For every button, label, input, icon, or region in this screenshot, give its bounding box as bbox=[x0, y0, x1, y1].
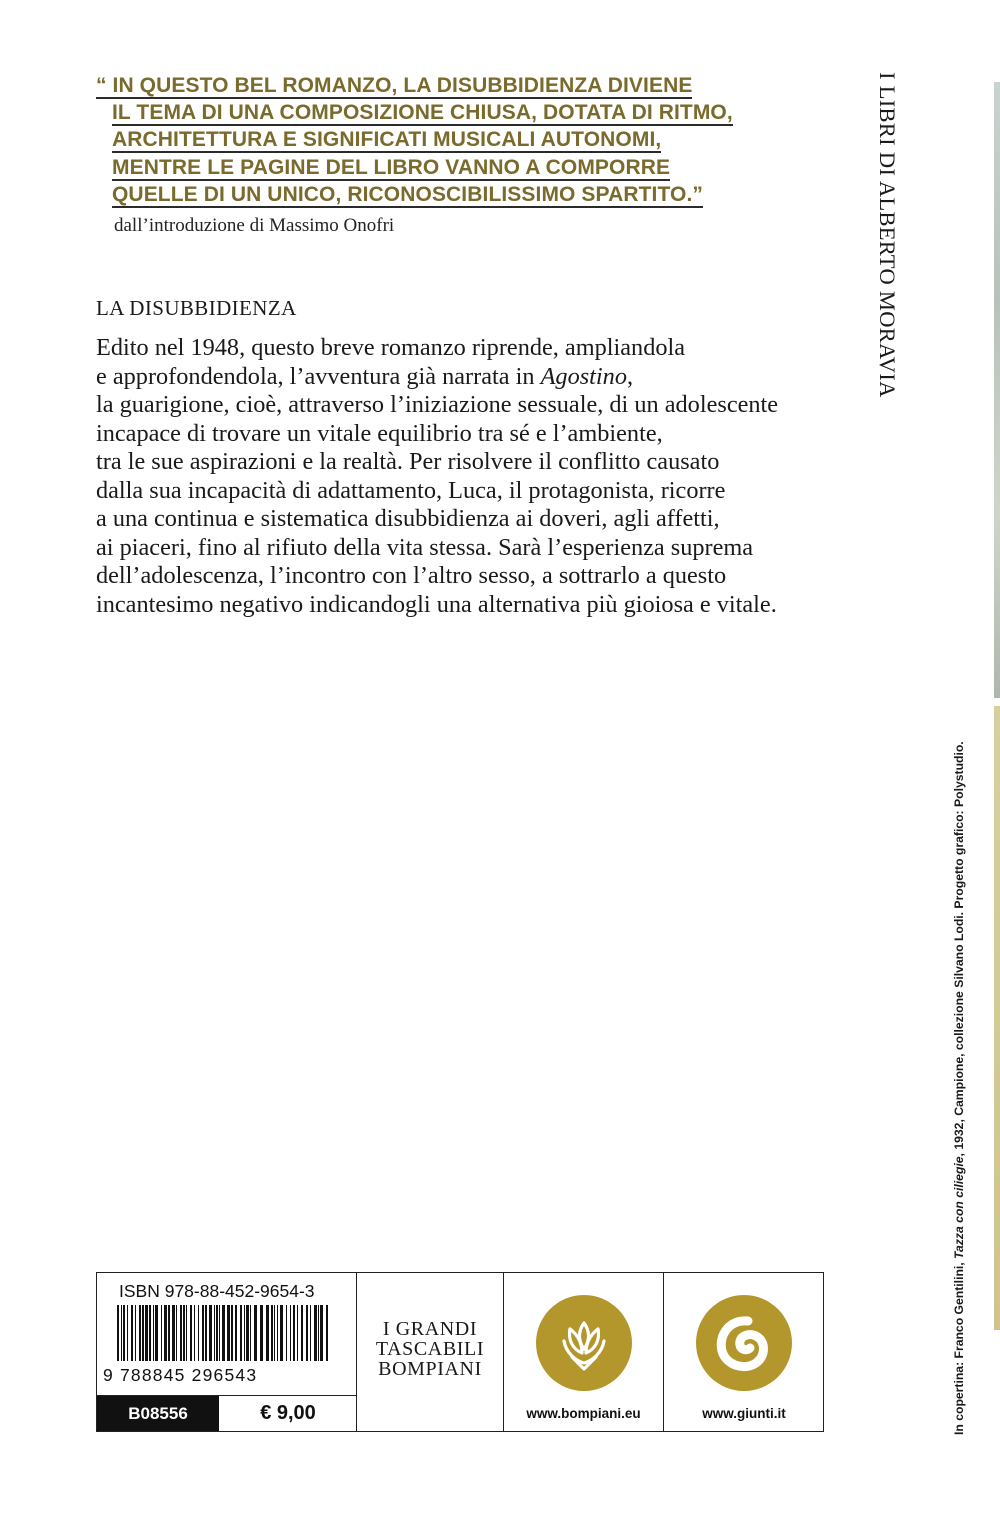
synopsis-line: e approfondendola, l’avventura già narrata in Agostino, bbox=[96, 362, 634, 390]
barcode-bar bbox=[326, 1305, 328, 1361]
barcode-bar bbox=[266, 1305, 269, 1361]
book-title: LA DISUBBIDIENZA bbox=[96, 296, 297, 320]
barcode-digits: 9 788845 296543 bbox=[103, 1365, 258, 1385]
isbn-text: ISBN 978-88-452-9654-3 bbox=[119, 1281, 315, 1301]
barcode-bar bbox=[250, 1305, 251, 1361]
synopsis-line: incapace di trovare un vitale equilibrio tra sé e l’ambiente, bbox=[96, 419, 663, 447]
barcode-bar bbox=[297, 1305, 298, 1361]
barcode-bar bbox=[280, 1305, 283, 1361]
barcode-bar bbox=[198, 1305, 199, 1361]
barcode-bar bbox=[172, 1305, 175, 1361]
barcode-bar bbox=[231, 1305, 233, 1361]
barcode-bar bbox=[314, 1305, 317, 1361]
barcode-bar bbox=[176, 1305, 177, 1361]
barcode-bar bbox=[153, 1305, 154, 1361]
barcode-bar bbox=[164, 1305, 167, 1361]
barcode-bar bbox=[190, 1305, 192, 1361]
synopsis-line: a una continua e sistematica disubbidienza ai doveri, agli affetti, bbox=[96, 505, 720, 532]
barcode-cell bbox=[97, 1273, 357, 1431]
barcode-bar bbox=[274, 1305, 275, 1361]
barcode-bar bbox=[194, 1305, 195, 1361]
edge-strip-image bbox=[994, 82, 1000, 698]
price: € 9,00 bbox=[260, 1402, 316, 1424]
barcode-bar bbox=[117, 1305, 119, 1361]
spine-series-title: I LIBRI DI ALBERTO MORAVIA bbox=[875, 72, 900, 398]
barcode-bar bbox=[222, 1305, 225, 1361]
giunti-url: www.giunti.it bbox=[702, 1406, 786, 1421]
synopsis bbox=[96, 334, 816, 619]
barcode-bar bbox=[235, 1305, 237, 1361]
synopsis-line: dalla sua incapacità di adattamento, Luca, il protagonista, ricorre bbox=[96, 476, 726, 504]
barcode-bar bbox=[180, 1305, 182, 1361]
giunti-cell bbox=[664, 1273, 824, 1431]
series-name: I GRANDI TASCABILI BOMPIANI bbox=[375, 1318, 485, 1380]
bompiani-cell bbox=[504, 1273, 664, 1431]
barcode-bar bbox=[318, 1305, 319, 1361]
barcode-bar bbox=[155, 1305, 158, 1361]
barcode-bar bbox=[139, 1305, 141, 1361]
barcode-bar bbox=[142, 1305, 144, 1361]
barcode-bar bbox=[320, 1305, 323, 1361]
barcode-bar bbox=[149, 1305, 151, 1361]
barcode-bar bbox=[293, 1305, 295, 1361]
credits-artwork: Tazza con ciliegie bbox=[952, 1156, 966, 1259]
giunti-logo-icon bbox=[696, 1295, 792, 1391]
barcode-bar bbox=[123, 1305, 125, 1361]
synopsis-line: incantesimo negativo indicandogli una alternativa più gioiosa e vitale. bbox=[96, 590, 777, 618]
barcode-bar bbox=[121, 1305, 122, 1361]
series-cell bbox=[357, 1273, 504, 1431]
cover-quote bbox=[96, 72, 796, 208]
barcode-bar bbox=[286, 1305, 287, 1361]
barcode-bar bbox=[214, 1305, 215, 1361]
bompiani-url: www.bompiani.eu bbox=[526, 1406, 641, 1421]
quote-attribution: dall’introduzione di Massimo Onofri bbox=[114, 215, 395, 236]
quote-line: “ IN QUESTO BEL ROMANZO, LA DISUBBIDIENZA DIVIENE bbox=[96, 74, 693, 97]
barcode-bar bbox=[260, 1305, 263, 1361]
barcode-bar bbox=[186, 1305, 187, 1361]
barcode-bar bbox=[145, 1305, 148, 1361]
barcode-bar bbox=[183, 1305, 185, 1361]
barcode-bar bbox=[135, 1305, 136, 1361]
barcode-bar bbox=[161, 1305, 162, 1361]
barcode-graphic bbox=[117, 1305, 333, 1361]
synopsis-line: tra le sue aspirazioni e la realtà. Per risolvere il conflitto causato bbox=[96, 448, 720, 475]
barcode-bar bbox=[168, 1305, 170, 1361]
credits-suffix: , 1932, Campione, collezione Silvano Lodi. Progetto grafico: Polystudio. bbox=[952, 741, 966, 1157]
barcode-bar bbox=[244, 1305, 245, 1361]
quote-line: ARCHITETTURA E SIGNIFICATI MUSICALI AUTONOMI, bbox=[112, 128, 662, 152]
synopsis-line: ai piaceri, fino al rifiuto della vita stessa. Sarà l’esperienza suprema bbox=[96, 533, 754, 561]
barcode-bar bbox=[216, 1305, 218, 1361]
product-code: B08556 bbox=[97, 1396, 219, 1431]
barcode-bar bbox=[202, 1305, 204, 1361]
synopsis-line: dell’adolescenza, l’incontro con l’altro sesso, a sottrarlo a questo bbox=[96, 562, 727, 589]
barcode-bar bbox=[246, 1305, 249, 1361]
barcode-bar bbox=[306, 1305, 308, 1361]
barcode-bar bbox=[277, 1305, 278, 1361]
bompiani-logo-icon bbox=[536, 1295, 632, 1391]
barcode-bar bbox=[127, 1305, 128, 1361]
barcode-bar bbox=[219, 1305, 220, 1361]
info-box bbox=[96, 1272, 824, 1432]
barcode-bar bbox=[290, 1305, 291, 1361]
book-reference: Agostino bbox=[540, 362, 627, 390]
barcode-bar bbox=[209, 1305, 212, 1361]
barcode-bar bbox=[254, 1305, 257, 1361]
edge-strip-color bbox=[994, 706, 1000, 1330]
barcode-bar bbox=[205, 1305, 207, 1361]
barcode-bar bbox=[131, 1305, 133, 1361]
cover-credits bbox=[952, 735, 974, 1435]
barcode-bar bbox=[227, 1305, 230, 1361]
barcode-bar bbox=[301, 1305, 303, 1361]
quote-line: IL TEMA DI UNA COMPOSIZIONE CHIUSA, DOTATA DI RITMO, bbox=[112, 101, 733, 125]
code-strip bbox=[97, 1395, 356, 1431]
barcode-bar bbox=[271, 1305, 273, 1361]
barcode-bar bbox=[240, 1305, 242, 1361]
credits-prefix: In copertina: Franco Gentilini, bbox=[952, 1258, 966, 1435]
synopsis-line: Edito nel 1948, questo breve romanzo riprende, ampliandola bbox=[96, 334, 686, 361]
quote-line: MENTRE LE PAGINE DEL LIBRO VANNO A COMPORRE bbox=[112, 155, 671, 179]
quote-line: QUELLE DI UN UNICO, RICONOSCIBILISSIMO SPARTITO.” bbox=[112, 182, 703, 206]
synopsis-line: la guarigione, cioè, attraverso l’iniziazione sessuale, di un adolescente bbox=[96, 391, 779, 418]
barcode-bar bbox=[310, 1305, 311, 1361]
